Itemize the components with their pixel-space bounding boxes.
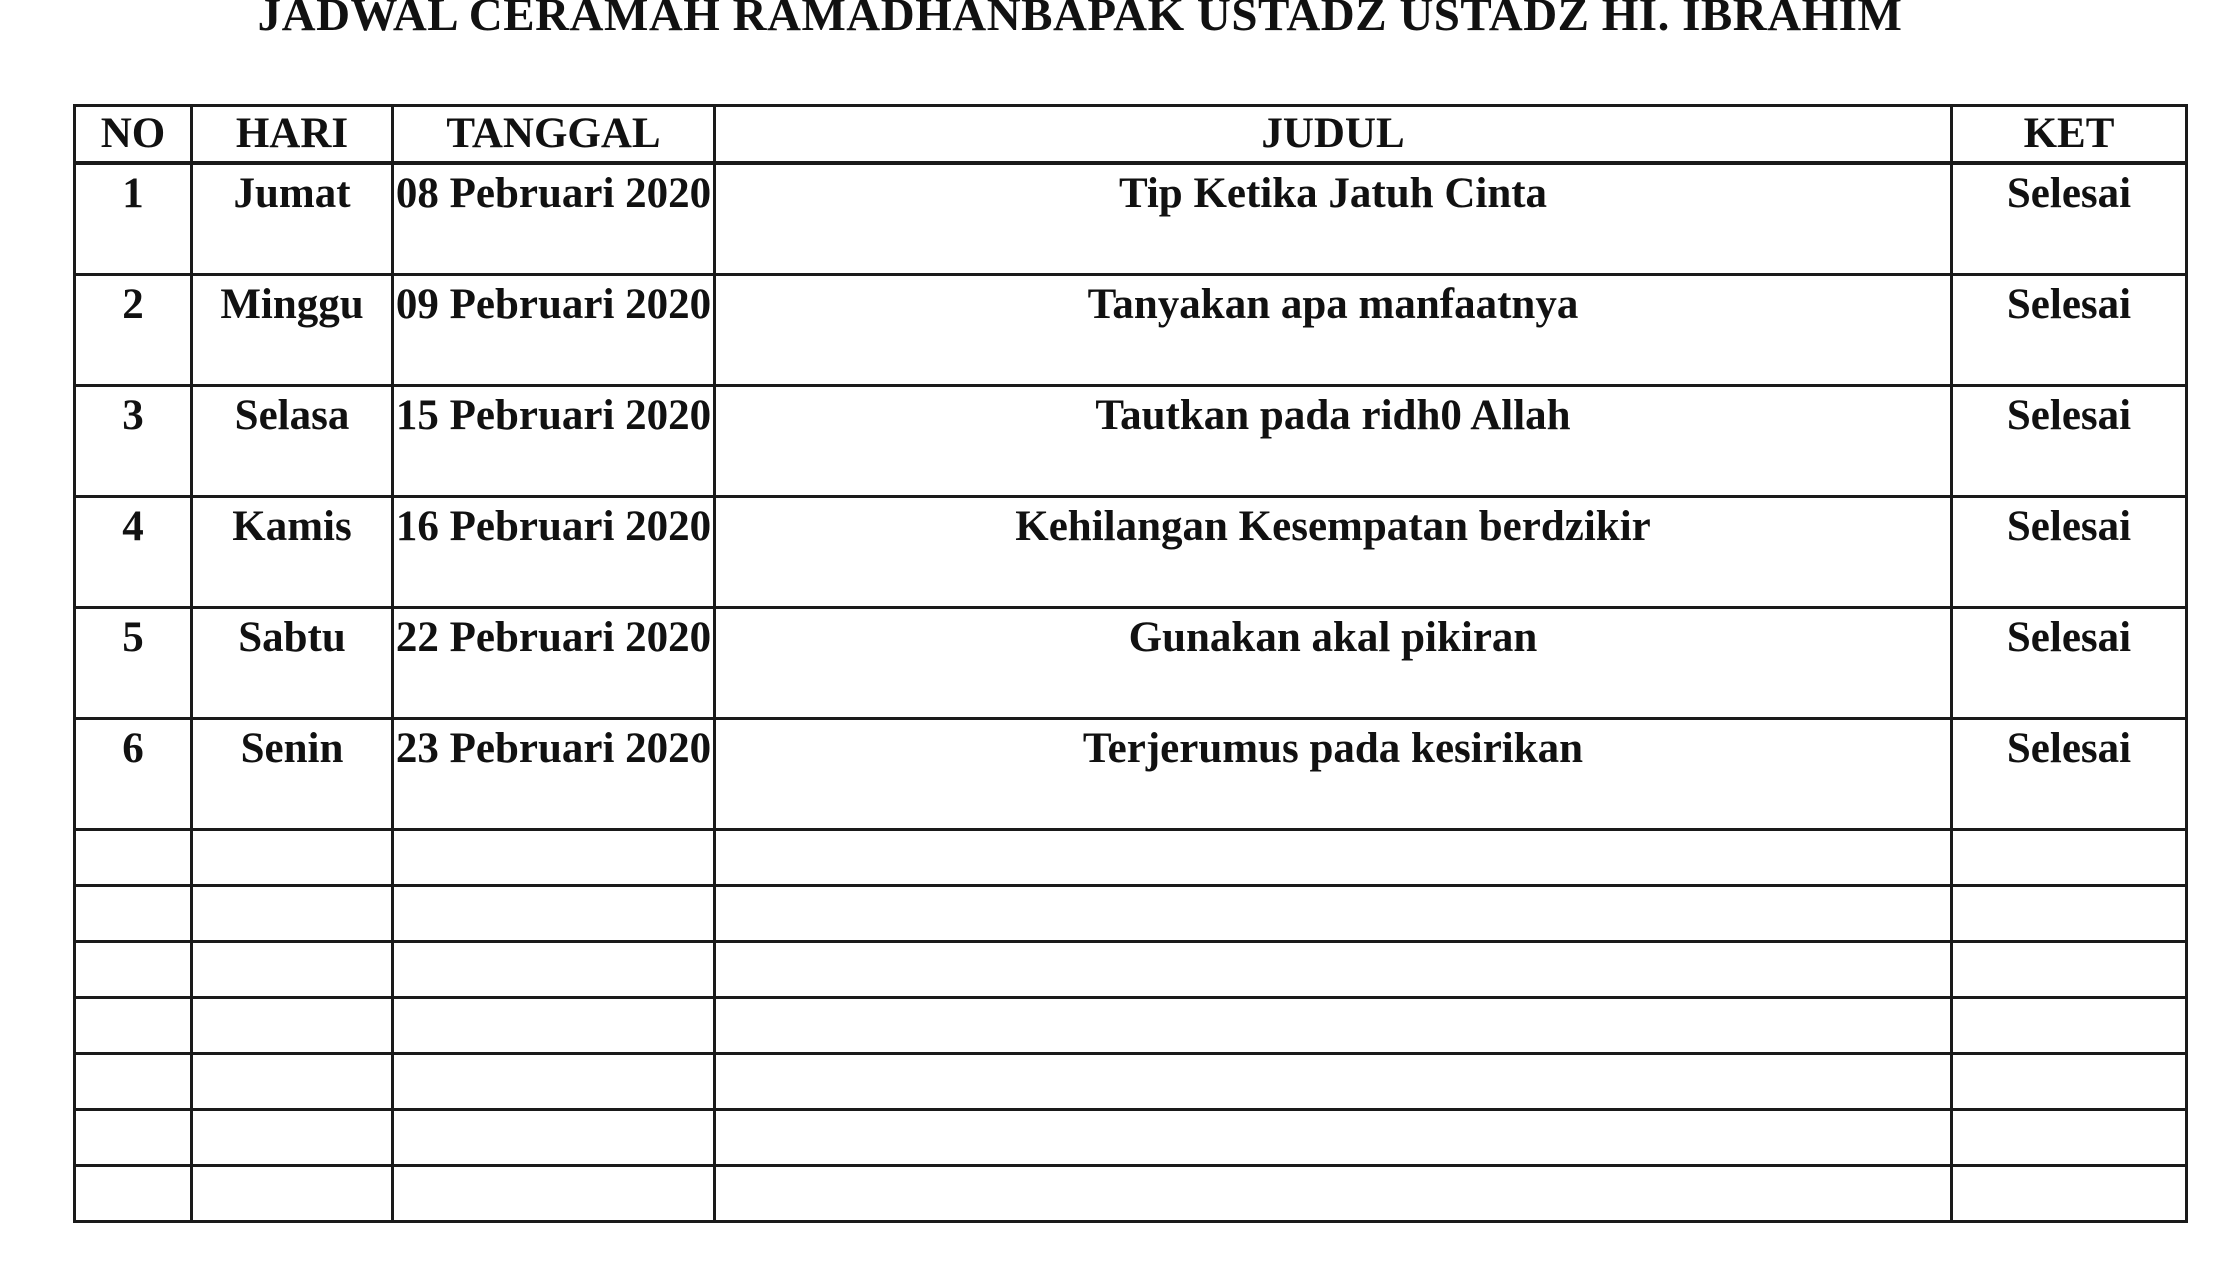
cell-no: 5 [75, 608, 192, 719]
empty-cell [75, 886, 192, 942]
empty-cell [393, 998, 715, 1054]
table-row [75, 163, 2187, 275]
table-row [75, 275, 2187, 386]
header-row [75, 106, 2187, 164]
header-judul: JUDUL [715, 106, 1952, 164]
table-row [75, 608, 2187, 719]
cell-ket: Selesai [1952, 163, 2187, 275]
table-row [75, 497, 2187, 608]
schedule-table [73, 104, 2188, 1223]
cell-judul: Gunakan akal pikiran [715, 608, 1952, 719]
empty-cell [192, 1110, 393, 1166]
empty-cell [393, 1110, 715, 1166]
empty-cell [393, 942, 715, 998]
table-header [75, 106, 2187, 164]
empty-row [75, 1054, 2187, 1110]
empty-cell [1952, 886, 2187, 942]
empty-cell [1952, 1110, 2187, 1166]
cell-hari: Minggu [192, 275, 393, 386]
empty-cell [1952, 1166, 2187, 1222]
empty-cell [715, 830, 1952, 886]
cell-no: 4 [75, 497, 192, 608]
cell-hari: Kamis [192, 497, 393, 608]
empty-row [75, 830, 2187, 886]
cell-hari: Jumat [192, 163, 393, 275]
cell-tanggal: 08 Pebruari 2020 [393, 163, 715, 275]
empty-cell [715, 886, 1952, 942]
empty-cell [1952, 998, 2187, 1054]
header-hari: HARI [192, 106, 393, 164]
empty-cell [393, 1166, 715, 1222]
empty-cell [715, 942, 1952, 998]
cell-ket: Selesai [1952, 608, 2187, 719]
table-body [75, 163, 2187, 1222]
cell-judul: Tip Ketika Jatuh Cinta [715, 163, 1952, 275]
cell-judul: Tanyakan apa manfaatnya [715, 275, 1952, 386]
header-no: NO [75, 106, 192, 164]
empty-cell [393, 830, 715, 886]
cell-ket: Selesai [1952, 719, 2187, 830]
table-row [75, 719, 2187, 830]
empty-cell [192, 1166, 393, 1222]
empty-row [75, 942, 2187, 998]
empty-cell [75, 1166, 192, 1222]
empty-cell [192, 998, 393, 1054]
empty-row [75, 1110, 2187, 1166]
table-row [75, 386, 2187, 497]
empty-cell [715, 1110, 1952, 1166]
cell-judul: Tautkan pada ridh0 Allah [715, 386, 1952, 497]
cell-no: 2 [75, 275, 192, 386]
empty-cell [1952, 1054, 2187, 1110]
empty-cell [75, 942, 192, 998]
cell-no: 1 [75, 163, 192, 275]
empty-row [75, 886, 2187, 942]
cell-tanggal: 15 Pebruari 2020 [393, 386, 715, 497]
cell-ket: Selesai [1952, 275, 2187, 386]
cell-tanggal: 23 Pebruari 2020 [393, 719, 715, 830]
empty-cell [75, 1110, 192, 1166]
empty-cell [1952, 830, 2187, 886]
cell-tanggal: 22 Pebruari 2020 [393, 608, 715, 719]
cell-judul: Terjerumus pada kesirikan [715, 719, 1952, 830]
empty-cell [75, 998, 192, 1054]
cell-hari: Sabtu [192, 608, 393, 719]
cell-tanggal: 16 Pebruari 2020 [393, 497, 715, 608]
empty-cell [75, 830, 192, 886]
empty-cell [192, 886, 393, 942]
cell-tanggal: 09 Pebruari 2020 [393, 275, 715, 386]
header-tanggal: TANGGAL [393, 106, 715, 164]
empty-row [75, 998, 2187, 1054]
empty-cell [393, 1054, 715, 1110]
empty-row [75, 1166, 2187, 1222]
empty-cell [393, 886, 715, 942]
cell-ket: Selesai [1952, 497, 2187, 608]
cell-ket: Selesai [1952, 386, 2187, 497]
empty-cell [75, 1054, 192, 1110]
empty-cell [715, 998, 1952, 1054]
header-ket: KET [1952, 106, 2187, 164]
cell-no: 6 [75, 719, 192, 830]
empty-cell [192, 830, 393, 886]
empty-cell [715, 1054, 1952, 1110]
cell-hari: Senin [192, 719, 393, 830]
document-title: JADWAL CERAMAH RAMADHANBAPAK USTADZ USTADZ HI. IBRAHIM [257, 0, 1903, 41]
cell-no: 3 [75, 386, 192, 497]
cell-hari: Selasa [192, 386, 393, 497]
cell-judul: Kehilangan Kesempatan berdzikir [715, 497, 1952, 608]
empty-cell [192, 1054, 393, 1110]
empty-cell [1952, 942, 2187, 998]
empty-cell [715, 1166, 1952, 1222]
empty-cell [192, 942, 393, 998]
